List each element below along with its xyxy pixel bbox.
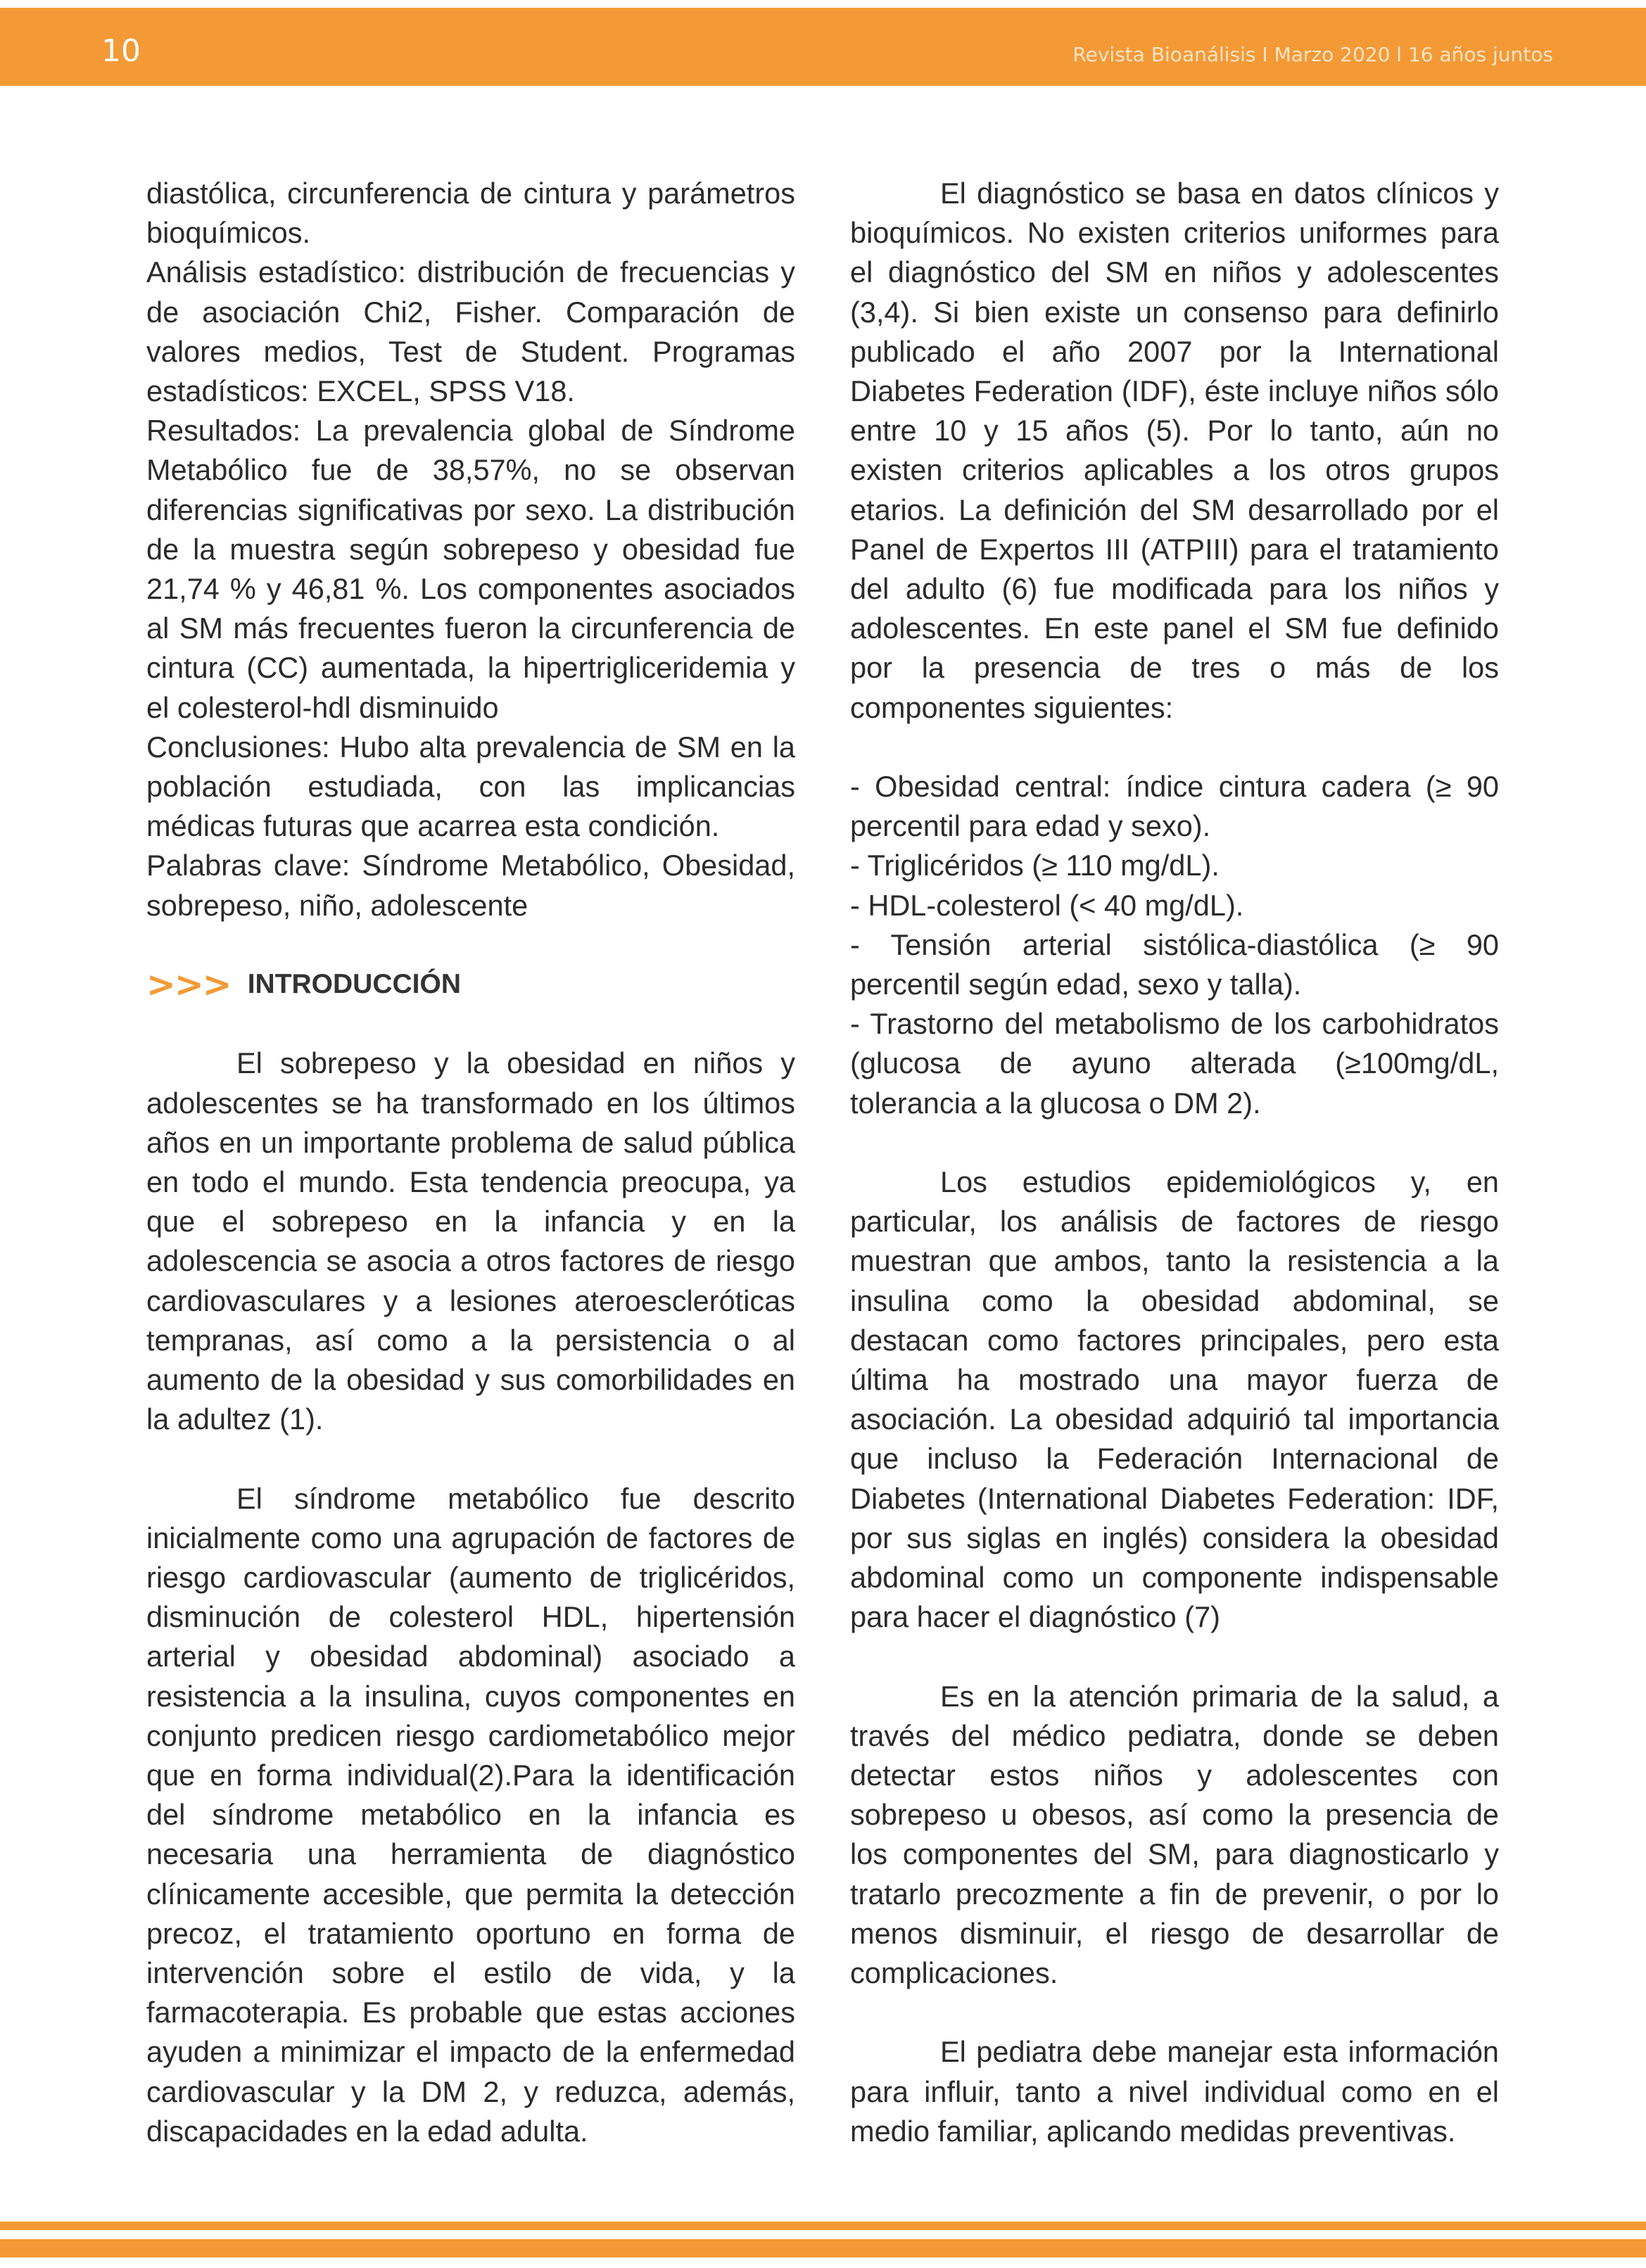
paragraph: diastólica, circunferencia de cintura y parámetros bioquímicos. [146, 177, 795, 250]
paragraph: El sobrepeso y la obesidad en niños y adolescentes se ha transformado en los últimos años en un importante problema de salud pública en todo el mundo. Esta tendencia preocupa, ya que el sobrepeso en la infancia y en la adolescencia se asocia a otros factores de riesgo cardiovasculares y a lesiones ateroescleróticas tempranas, así como a la persistencia o al aumento de la obesidad y sus comorbilidades en la adultez (1). [146, 1046, 795, 1436]
list-item: - HDL-colesterol (< 40 mg/dL). [850, 888, 1244, 922]
list-item: - Trastorno del metabolismo de los carbohidratos (glucosa de ayuno alterada (≥100mg/dL, tolerancia a la glucosa o DM 2). [850, 1007, 1499, 1120]
list-item: - Obesidad central: índice cintura cadera (≥ 90 percentil para edad y sexo). [850, 770, 1499, 843]
right-column [850, 174, 1499, 2151]
paragraph: Es en la atención primaria de la salud, a través del médico pediatra, donde se deben detectar estos niños y adolescentes con sobrepeso u obesos, así como la presencia de los componentes del SM, para diagnosticarlo y tratarlo precozmente a fin de prevenir, o por lo menos disminuir, el riesgo de desarrollar de complicaciones. [850, 1679, 1499, 1990]
paragraph: El pediatra debe manejar esta información para influir, tanto a nivel individual como en el medio familiar, aplicando medidas preventivas. [850, 2035, 1499, 2148]
paragraph: El síndrome metabólico fue descrito inicialmente como una agrupación de factores de riesgo cardiovascular (aumento de triglicéridos, disminución de colesterol HDL, hipertensión arterial y obesidad abdominal) asociado a resistencia a la insulina, cuyos componentes en conjunto predicen riesgo cardiometabólico mejor que en forma individual(2).Para la identificación del síndrome metabólico en la infancia es necesaria una herramienta de diagnóstico clínicamente accesible, que permita la detección precoz, el tratamiento oportuno en forma de intervención sobre el estilo de vida, y la farmacoterapia. Es probable que estas acciones ayuden a minimizar el impacto de la enfermedad cardiovascular y la DM 2, y reduzca, además, discapacidades en la edad adulta. [146, 1481, 795, 2148]
keywords: Palabras clave: Síndrome Metabólico, Obesidad, sobrepeso, niño, adolescente [146, 849, 795, 922]
paragraph: Los estudios epidemiológicos y, en particular, los análisis de factores de riesgo muestran que ambos, tanto la resistencia a la insulina como la obesidad abdominal, se destacan como factores principales, pero esta última ha mostrado una mayor fuerza de asociación. La obesidad adquirió tal importancia que incluso la Federación Internacional de Diabetes (International Diabetes Federation: IDF, por sus siglas en inglés) considera la obesidad abdominal como un componente indispensable para hacer el diagnóstico (7) [850, 1165, 1499, 1634]
paragraph: El diagnóstico se basa en datos clínicos y bioquímicos. No existen criterios uniformes para el diagnóstico del SM en niños y adolescentes (3,4). Si bien existe un consenso para definirlo publicado el año 2007 por la International Diabetes Federation (IDF), éste incluye niños sólo entre 10 y 15 años (5). Por lo tanto, aún no existen criterios aplicables a los otros grupos etarios. La definición del SM desarrollado por el Panel de Expertos III (ATPIII) para el tratamiento del adulto (6) fue modificada para los niños y adolescentes. En este panel el SM fue definido por la presencia de tres o más de los componentes siguientes: [850, 177, 1499, 724]
list-item: - Triglicéridos (≥ 110 mg/dL). [850, 849, 1220, 882]
section-title: INTRODUCCIÓN [247, 969, 462, 1000]
running-title: Revista Bioanálisis I Marzo 2020 l 16 años juntos [1072, 43, 1553, 66]
page-header-bar [0, 8, 1646, 86]
list-item: - Tensión arterial sistólica-diastólica (≥ 90 percentil según edad, sexo y talla). [850, 927, 1499, 1001]
page-number: 10 [101, 33, 141, 69]
left-column [146, 174, 795, 2151]
footer-rule-thick [0, 2239, 1646, 2257]
paragraph: Conclusiones: Hubo alta prevalencia de SM en la población estudiada, con las implicancias médicas futuras que acarrea esta condición. [146, 730, 795, 843]
chevrons-icon: >>> [146, 964, 231, 1006]
section-heading [146, 965, 795, 1004]
footer-rule-thin [0, 2222, 1646, 2230]
paragraph: Análisis estadístico: distribución de frecuencias y de asociación Chi2, Fisher. Comparación de valores medios, Test de Student. Programas estadísticos: EXCEL, SPSS V18. [146, 255, 795, 408]
paragraph: Resultados: La prevalencia global de Síndrome Metabólico fue de 38,57%, no se observan diferencias significativas por sexo. La distribución de la muestra según sobrepeso y obesidad fue 21,74 % y 46,81 %. Los componentes asociados al SM más frecuentes fueron la circunferencia de cintura (CC) aumentada, la hipertrigliceridemia y el colesterol-hdl disminuido [146, 414, 795, 724]
